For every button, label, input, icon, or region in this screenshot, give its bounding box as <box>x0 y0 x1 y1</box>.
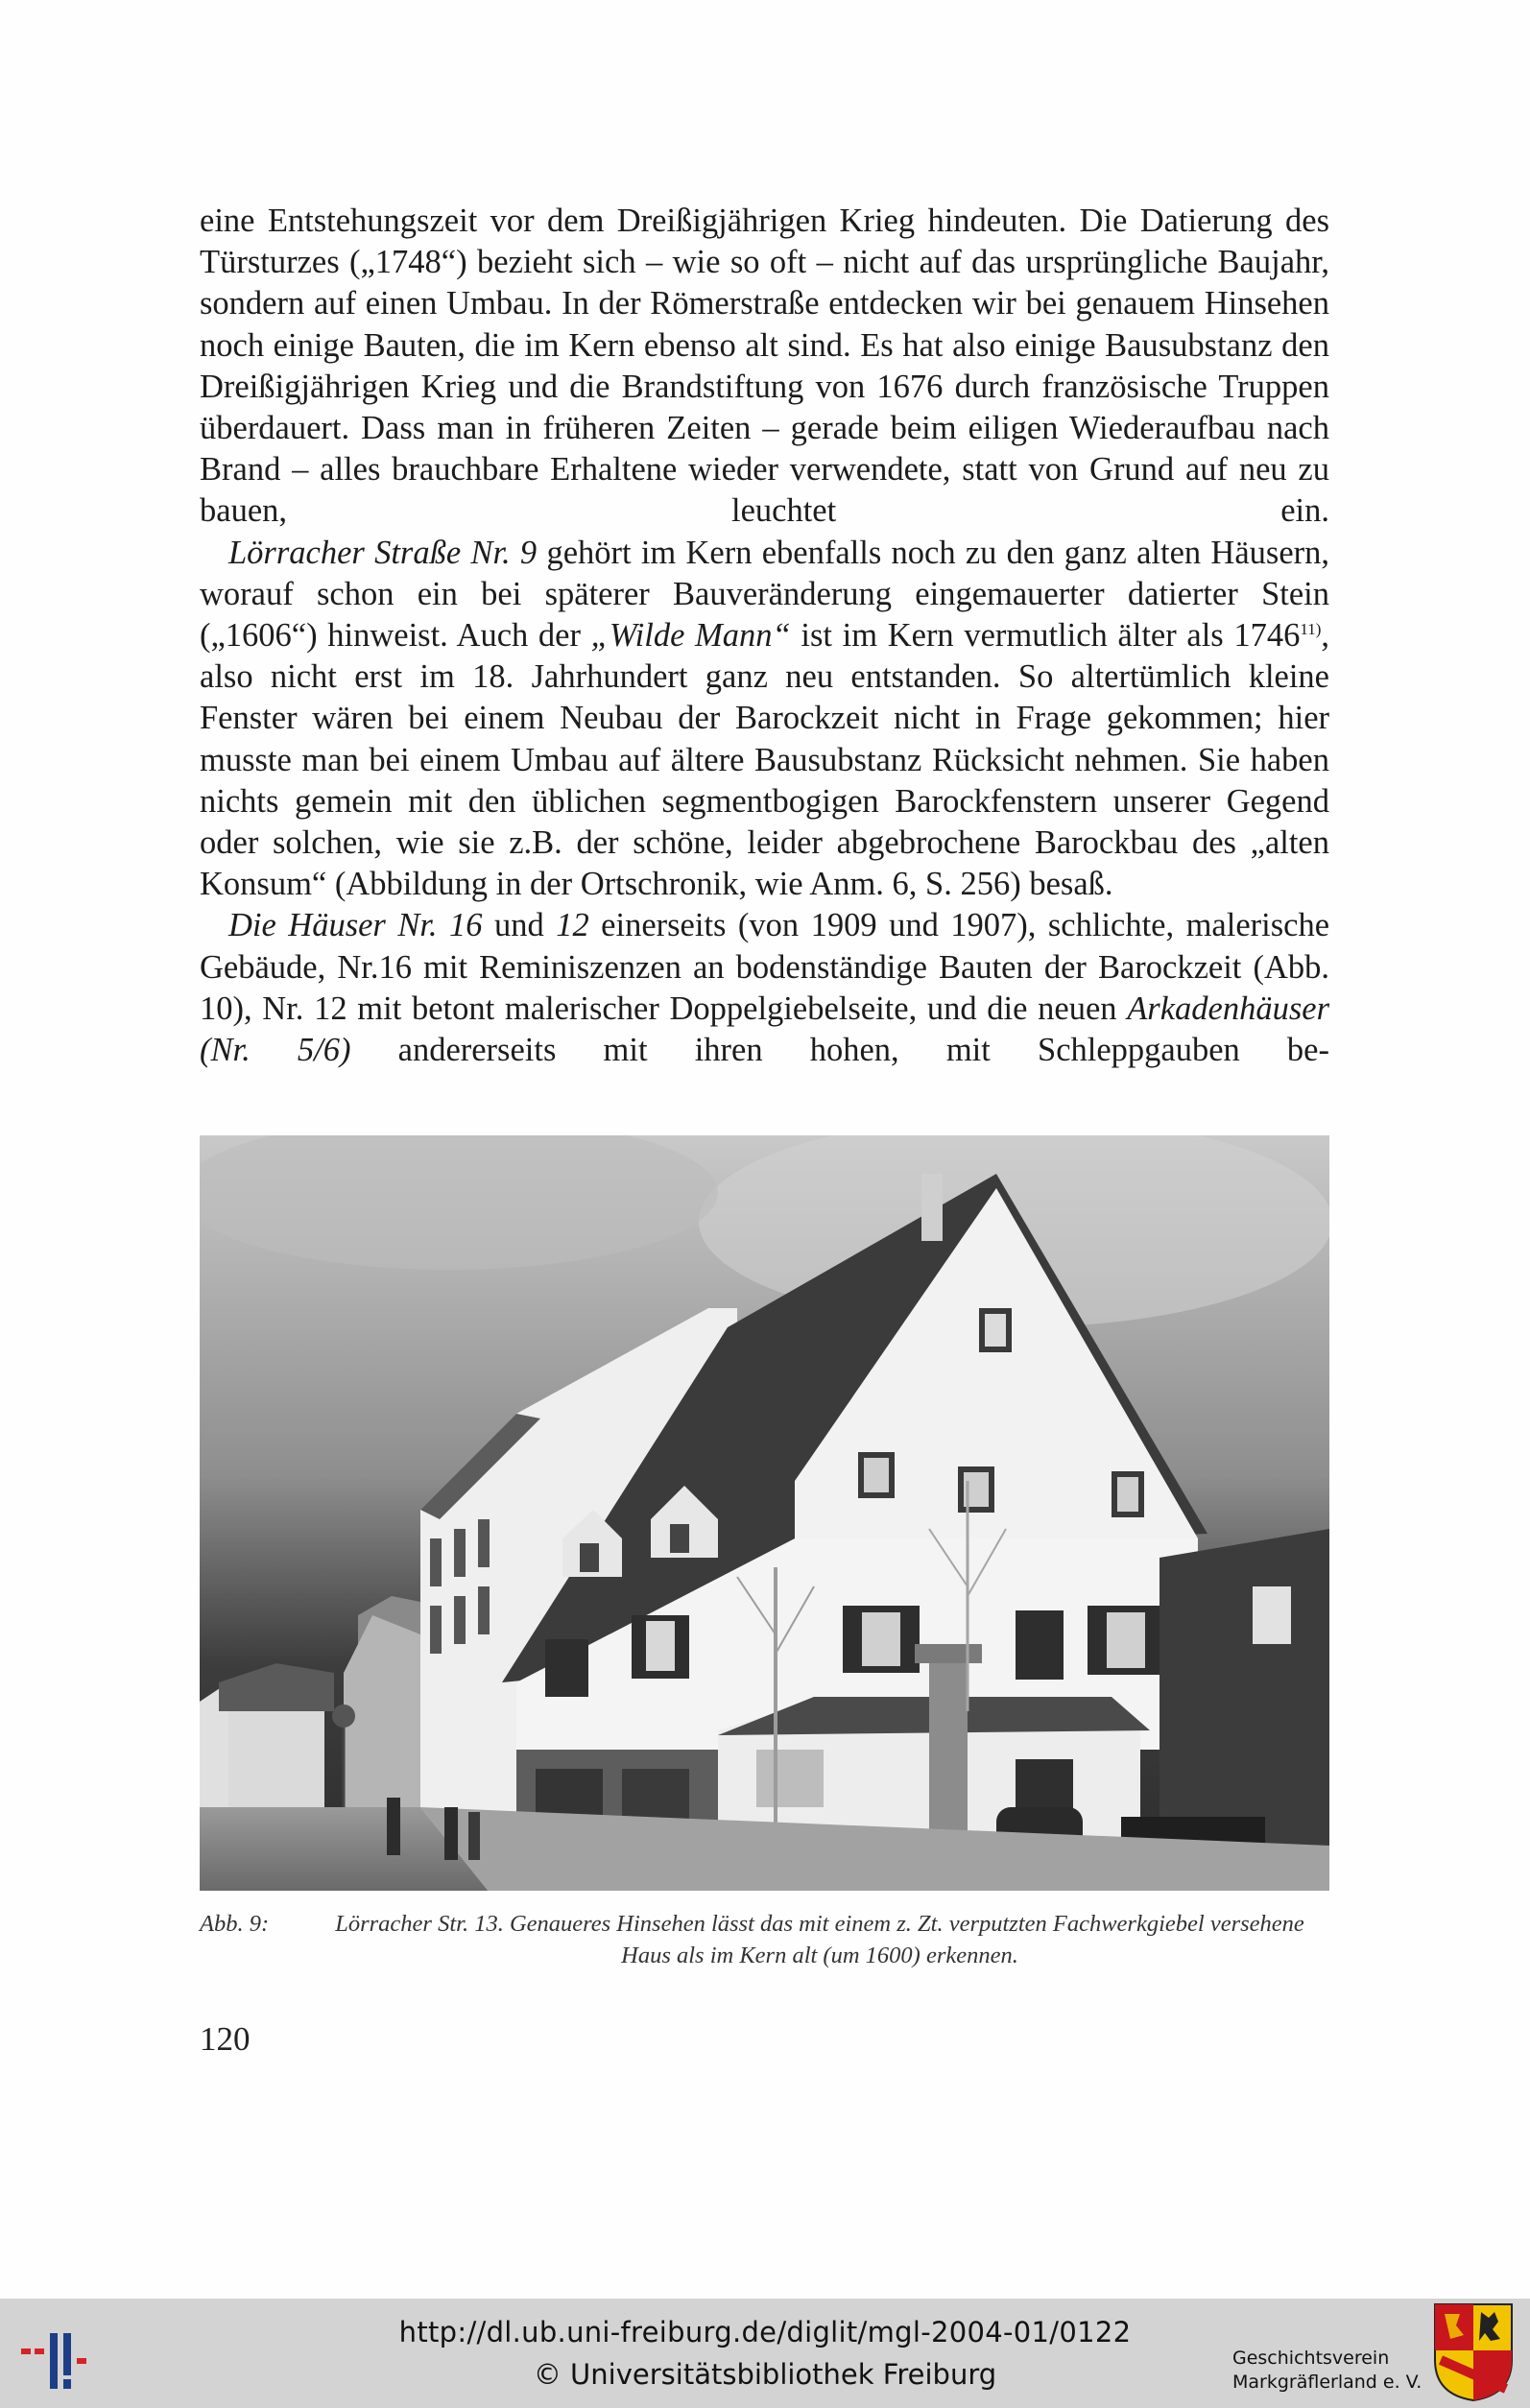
figure-caption-text: Lörracher Str. 13. Genaueres Hinsehen lässt das mit einem z. Zt. verputzten Fachwerkgiebel versehene Haus als im Kern alt (um 1600) erkennen. <box>335 1911 1304 1968</box>
footer-bar <box>0 2299 1530 2408</box>
paragraph-3-text-c: andererseits mit ihren hohen, mit Schleppgauben be- <box>350 1032 1329 1069</box>
figure-label: Abb. 9: <box>200 1911 270 1937</box>
paragraph-2-text-a: gehört im Kern ebenfalls noch zu den ganz alten Häusern, worauf schon ein bei späterer Bauveränderung eingemauerter datierter Stein („1606“) hinweist. Auch der <box>200 534 1329 655</box>
paragraph-3 <box>200 905 1329 1071</box>
source-url-link[interactable]: http://dl.ub.uni-freiburg.de/diglit/mgl-2004-01/0122 <box>398 2316 1132 2348</box>
paragraph-3-text-b: einerseits (von 1909 und 1907), schlichte, malerische Gebäude, Nr.16 mit Reminiszenzen an bodenständige Bauten der Barockzeit (Abb. 10), Nr. 12 mit betont malerischer Doppelgiebelseite, und die neuen <box>200 907 1330 1027</box>
figure-photo <box>200 1135 1329 1891</box>
paragraph-2-text-b: ist im Kern vermutlich älter als 1746 <box>790 617 1301 655</box>
society-name-line-1: Geschichtsverein <box>1232 2348 1390 2369</box>
coat-of-arms-icon[interactable] <box>1433 2302 1514 2402</box>
copyright-text: © Universitätsbibliothek Freiburg <box>533 2358 997 2391</box>
paragraph-3-number: 12 <box>556 907 589 944</box>
paragraph-3-lead: Die Häuser Nr. 16 <box>228 907 483 944</box>
paragraph-2 <box>200 533 1329 906</box>
paragraph-1: eine Entstehungszeit vor dem Dreißigjährigen Krieg hindeuten. Die Datierung des Türsturzes („1748“) bezieht sich – wie so oft – nicht auf das ursprüngliche Baujahr, sondern auf einen Umbau. In der Römerstraße entdecken wir bei genauem Hinsehen noch einige Bauten, die im Kern ebenso alt sind. Es hat also einige Bausubstanz den Dreißigjährigen Krieg und die Brandstiftung von 1676 durch französische Truppen überdauert. Dass man in früheren Zeiten – gerade beim eiligen Wiederaufbau nach Brand – alles brauchbare Erhaltene wieder verwendete, statt von Grund auf neu zu bauen, leuchtet ein. <box>200 203 1329 530</box>
paragraph-3-text-a: und <box>482 907 557 944</box>
paragraph-2-lead: Lörracher Straße Nr. 9 <box>228 534 538 571</box>
society-name-line-2: Markgräflerland e. V. <box>1232 2372 1422 2393</box>
paragraph-3-arkaden: Arkadenhäuser (Nr. 5/6) <box>200 989 1329 1069</box>
society-name <box>1232 2347 1422 2395</box>
paragraph-2-text-c: , also nicht erst im 18. Jahrhundert ganz neu entstanden. So altertümlich kleine Fenster wären bei einem Neubau der Barockzeit nicht in Frage gekommen; hier musste man bei einem Umbau auf ältere Bausubstanz Rücksicht nehmen. Sie haben nichts gemein mit den üblichen segmentbogigen Barockfenstern unserer Gegend oder solchen, wie sie z.B. der schöne, leider abgebrochene Barockbau des „alten Konsum“ (Abbildung in der Ortschronik, wie Anm. 6, S. 256) besaß. <box>200 617 1330 903</box>
footnote-marker: 11) <box>1300 620 1322 639</box>
page-number: 120 <box>200 2020 251 2058</box>
body-text <box>200 201 1329 1071</box>
paragraph-2-wilde-mann: „Wilde Mann“ <box>590 617 791 655</box>
